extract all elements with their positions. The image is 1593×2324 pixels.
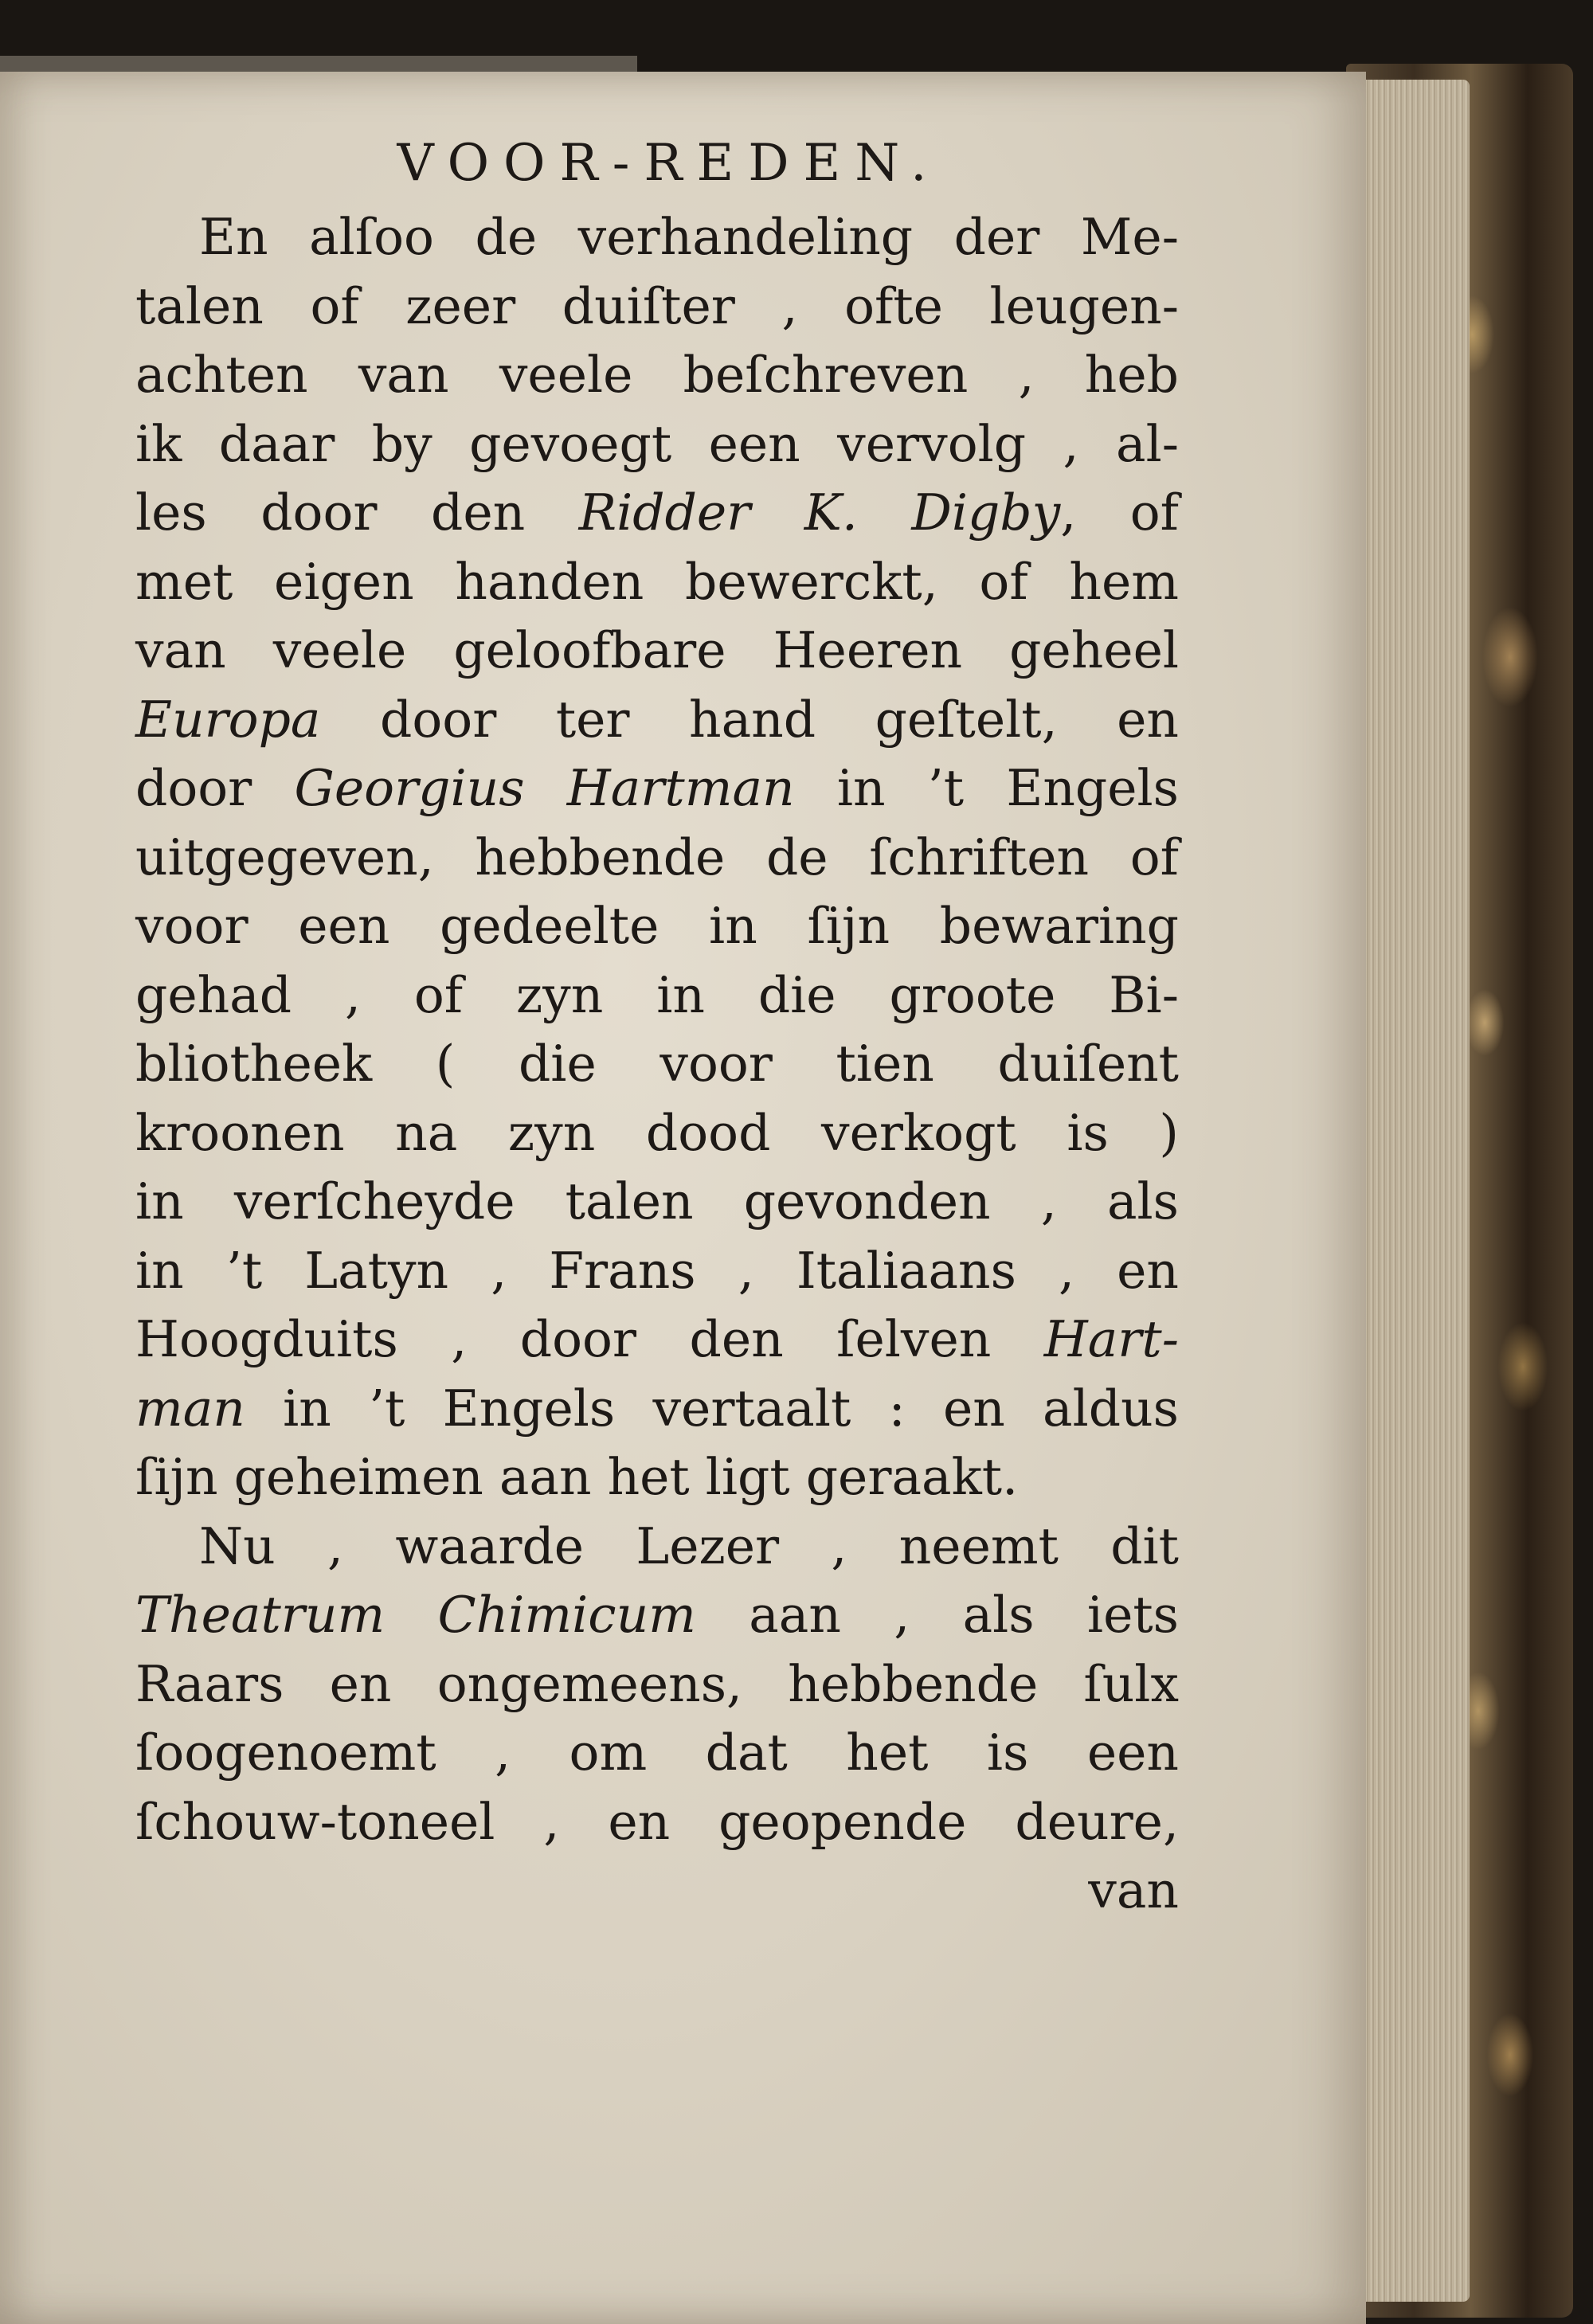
text-line: achten van veele beſchreven , heb: [135, 346, 1179, 404]
text-run: door ter hand geſtelt, en: [320, 690, 1179, 749]
italic-name: Europa: [135, 690, 321, 749]
text-run: les door den: [135, 483, 579, 542]
text-run: in ’t Engels: [794, 759, 1179, 817]
text-line: gehad , of zyn in die groote Bi-: [135, 965, 1179, 1024]
text-line: ik daar by gevoegt een vervolg , al-: [135, 414, 1179, 473]
italic-name: Hart-: [1043, 1310, 1179, 1368]
text-line: [135, 1305, 1179, 1375]
italic-title: Theatrum Chimicum: [135, 1586, 696, 1644]
italic-name: Georgius Hartman: [294, 759, 795, 817]
text-line: bliotheek ( die voor tien duiſent: [135, 1035, 1179, 1093]
text-run: in ’t Engels vertaalt : en aldus: [245, 1379, 1179, 1438]
text-run: , of: [1060, 483, 1179, 542]
text-run: aan , als iets: [695, 1586, 1180, 1644]
italic-name: man: [135, 1379, 245, 1438]
text-line: En alſoo de verhandeling der Me-: [199, 208, 1179, 266]
text-line: met eigen handen bewerckt, of hem: [135, 552, 1179, 611]
text-line: ſoogenoemt , om dat het is een: [135, 1723, 1179, 1782]
text-line: in verſcheyde talen gevonden , als: [135, 1172, 1179, 1230]
text-line: ſijn geheimen aan het ligt geraakt.: [135, 1448, 1019, 1506]
text-line: [135, 1581, 1179, 1650]
page-stack-edges: [1358, 80, 1470, 2302]
running-head: VOOR-REDEN.: [397, 134, 941, 193]
paragraph-2: [135, 1512, 1179, 1857]
text-line: talen of zeer duiſter , ofte leugen-: [135, 276, 1179, 335]
paragraph-1: [135, 203, 1179, 1512]
text-run: door: [135, 759, 295, 817]
italic-name: Ridder K. Digby: [578, 483, 1061, 542]
text-line: in ’t Latyn , Frans , Italiaans , en: [135, 1241, 1179, 1300]
text-line: [135, 686, 1179, 755]
text-line: uitgegeven, hebbende de ſchriften of: [135, 827, 1179, 886]
text-line: Nu , waarde Lezer , neemt dit: [199, 1516, 1179, 1575]
text-run: Hoogduits , door den ſelven: [135, 1310, 1044, 1368]
catchword: van: [1088, 1861, 1179, 1919]
text-line: [135, 479, 1179, 548]
page-text: [135, 131, 1179, 1926]
text-line: [135, 1375, 1179, 1444]
text-line: [135, 754, 1179, 824]
text-line: kroonen na zyn dood verkogt is ): [135, 1103, 1179, 1162]
text-line: van veele geloofbare Heeren geheel: [135, 621, 1179, 679]
text-line: voor een gedeelte in ſijn bewaring: [135, 897, 1179, 955]
text-line: ſchouw-toneel , en geopende deure,: [135, 1792, 1179, 1851]
text-line: Raars en ongemeens, hebbende ſulx: [135, 1654, 1179, 1713]
